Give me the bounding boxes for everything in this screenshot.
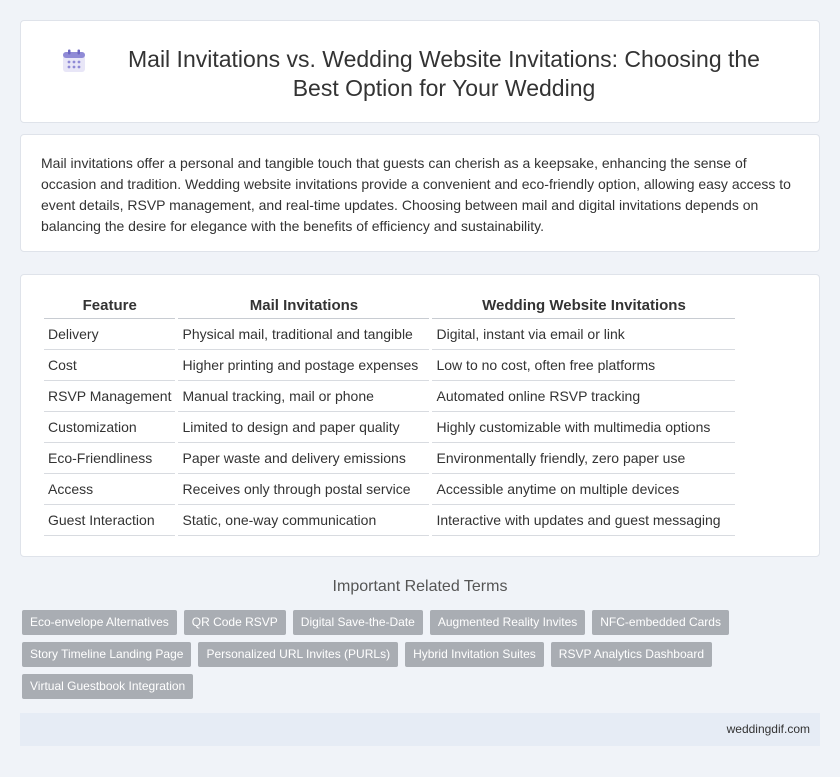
table-cell: Automated online RSVP tracking — [432, 381, 735, 412]
footer — [20, 713, 820, 746]
table-row — [44, 319, 735, 350]
table-cell: Static, one-way communication — [178, 505, 429, 536]
page-title: Mail Invitations vs. Wedding Website Invitations: Choosing the Best Option for Your Wedding — [128, 46, 760, 101]
related-terms-tags — [22, 610, 822, 706]
related-terms-title: Important Related Terms — [332, 578, 508, 595]
column-header-website: Wedding Website Invitations — [432, 292, 735, 319]
table-cell: Digital, instant via email or link — [432, 319, 735, 350]
table-row — [44, 350, 735, 381]
table-cell: Guest Interaction — [44, 505, 175, 536]
column-header-mail: Mail Invitations — [178, 292, 429, 319]
table-cell: Cost — [44, 350, 175, 381]
table-cell: RSVP Management — [44, 381, 175, 412]
table-cell: Eco-Friendliness — [44, 443, 175, 474]
table-cell: Access — [44, 474, 175, 505]
table-row — [44, 443, 735, 474]
footer-site-link[interactable]: weddingdif.com — [726, 722, 810, 736]
table-cell: Physical mail, traditional and tangible — [178, 319, 429, 350]
related-term-tag[interactable]: Virtual Guestbook Integration — [22, 674, 193, 699]
related-term-tag[interactable]: Eco-envelope Alternatives — [22, 610, 177, 635]
table-cell: Interactive with updates and guest messaging — [432, 505, 735, 536]
intro-card — [20, 134, 820, 252]
column-header-feature: Feature — [44, 292, 175, 319]
table-cell: Manual tracking, mail or phone — [178, 381, 429, 412]
table-row — [44, 412, 735, 443]
table-cell: Highly customizable with multimedia options — [432, 412, 735, 443]
related-term-tag[interactable]: Digital Save-the-Date — [293, 610, 423, 635]
intro-paragraph: Mail invitations offer a personal and tangible touch that guests can cherish as a keepsake, enhancing the sense of occasion and tradition. Wedding website invitations provide a convenient and eco-friendly option, allowing easy access to event details, RSVP management, and real-time updates. Choosing between mail and digital invitations depends on balancing the desire for elegance with the benefits of efficiency and sustainability. — [41, 155, 791, 234]
table-cell: Limited to design and paper quality — [178, 412, 429, 443]
table-cell: Customization — [44, 412, 175, 443]
table-cell: Low to no cost, often free platforms — [432, 350, 735, 381]
title-card — [20, 20, 820, 123]
comparison-table-card — [20, 274, 820, 557]
table-cell: Paper waste and delivery emissions — [178, 443, 429, 474]
table-cell: Higher printing and postage expenses — [178, 350, 429, 381]
table-row — [44, 381, 735, 412]
table-cell: Delivery — [44, 319, 175, 350]
table-header-row — [44, 292, 735, 319]
related-term-tag[interactable]: Augmented Reality Invites — [430, 610, 585, 635]
related-term-tag[interactable]: Personalized URL Invites (PURLs) — [198, 642, 398, 667]
table-cell: Accessible anytime on multiple devices — [432, 474, 735, 505]
related-term-tag[interactable]: Hybrid Invitation Suites — [405, 642, 544, 667]
comparison-table — [41, 292, 738, 536]
table-row — [44, 474, 735, 505]
table-row — [44, 505, 735, 536]
table-cell: Receives only through postal service — [178, 474, 429, 505]
related-term-tag[interactable]: RSVP Analytics Dashboard — [551, 642, 712, 667]
table-body — [44, 319, 735, 536]
related-term-tag[interactable]: NFC-embedded Cards — [592, 610, 729, 635]
related-term-tag[interactable]: QR Code RSVP — [184, 610, 286, 635]
calendar-icon — [61, 48, 87, 74]
related-term-tag[interactable]: Story Timeline Landing Page — [22, 642, 191, 667]
table-cell: Environmentally friendly, zero paper use — [432, 443, 735, 474]
